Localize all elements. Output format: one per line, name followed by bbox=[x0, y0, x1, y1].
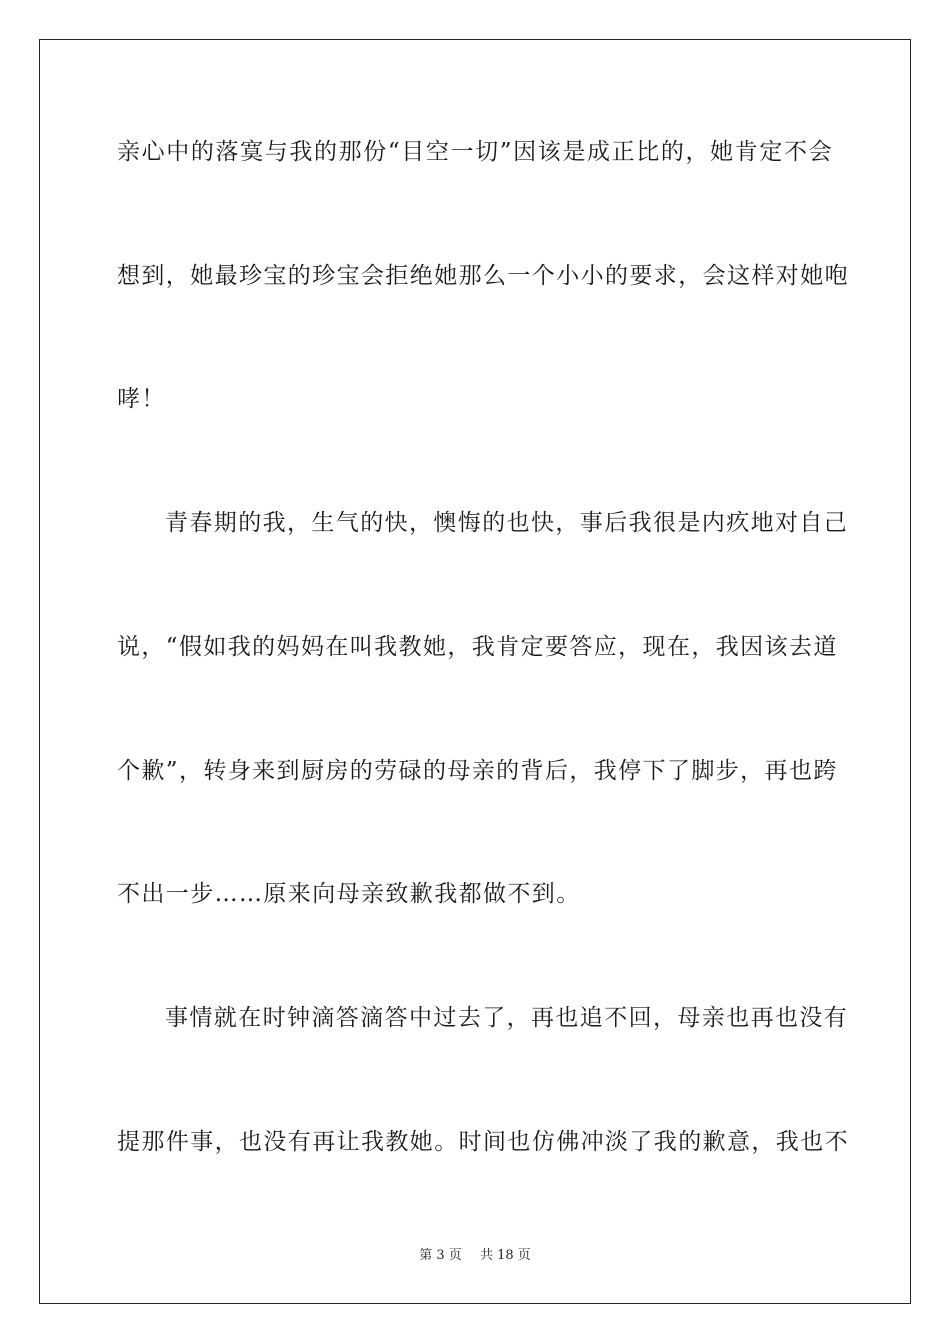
page-total: 共 18 页 bbox=[479, 1248, 531, 1263]
text-line: 哮！ bbox=[117, 386, 166, 412]
text-line: 提那件事，也没有再让我教她。时间也仿佛冲淡了我的歉意，我也不 bbox=[117, 1129, 849, 1155]
text-line: 说，“假如我的妈妈在叫我教她，我肯定要答应，现在，我因该去道 bbox=[117, 634, 838, 660]
text-line: 想到，她最珍宝的珍宝会拒绝她那么一个小小的要求，会这样对她咆 bbox=[117, 263, 849, 289]
text-line: 不出一步……原来向母亲致歉我都做不到。 bbox=[117, 881, 581, 907]
paragraph-first-line: 事情就在时钟滴答滴答中过去了，再也追不回，母亲也再也没有 bbox=[165, 1005, 849, 1031]
paragraph-first-line: 青春期的我，生气的快，懊悔的也快，事后我很是内疚地对自己 bbox=[165, 510, 849, 536]
text-line: 亲心中的落寞与我的那份“目空一切”因该是成正比的，她肯定不会 bbox=[117, 139, 833, 165]
page-border bbox=[39, 39, 911, 1304]
page-number: 第 3 页 bbox=[419, 1248, 462, 1263]
text-line: 个歉”，转身来到厨房的劳碌的母亲的背后，我停下了脚步，再也跨 bbox=[117, 758, 838, 784]
page-footer bbox=[0, 1247, 950, 1265]
